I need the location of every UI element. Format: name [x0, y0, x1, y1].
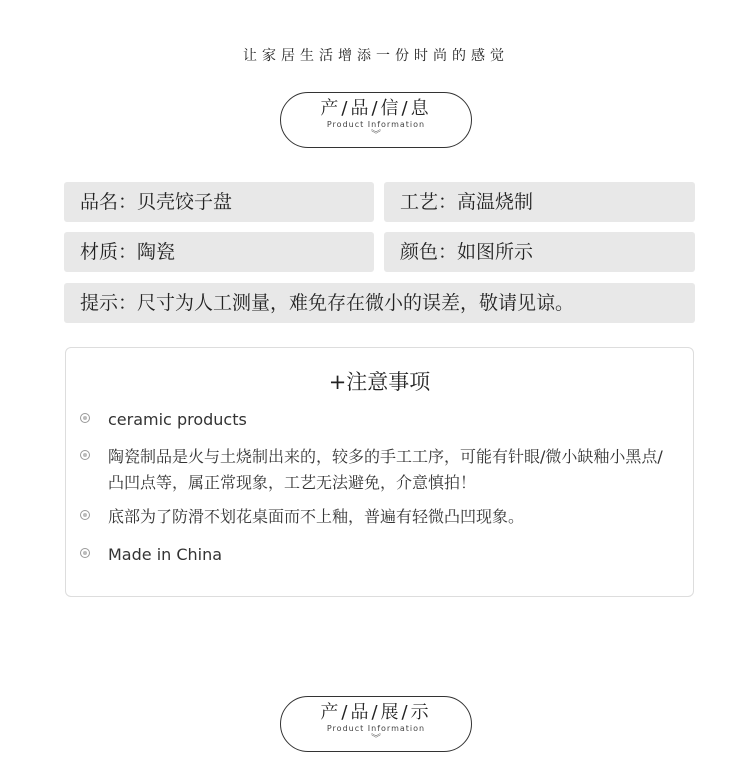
section-subtitle: Product Information: [326, 120, 426, 129]
double-chevron-down-icon: ︾: [371, 130, 381, 141]
field-material: 材质：陶瓷: [64, 232, 374, 272]
section-title: 产/品/展/示: [320, 702, 432, 723]
circle-bullet-icon: [80, 510, 90, 520]
section-badge-product-display: [280, 696, 472, 752]
note-text: Made in China: [108, 545, 223, 564]
circle-bullet-icon: [80, 413, 90, 423]
note-text: 陶瓷制品是火与土烧制出来的，较多的手工工序，可能有针眼/微小缺釉小黑点/凸凹点等，属正常现象，工艺无法避免，介意慎拍！: [108, 447, 663, 492]
tagline: 让家居生活增添一份时尚的感觉: [243, 48, 509, 64]
circle-bullet-icon: [80, 450, 90, 460]
circle-bullet-icon: [80, 548, 90, 558]
note-text: 底部为了防滑不划花桌面而不上釉，普遍有轻微凸凹现象。: [108, 507, 525, 526]
field-tip: 提示：尺寸为人工测量，难免存在微小的误差，敬请见谅。: [64, 283, 695, 323]
field-craft: 工艺：高温烧制: [384, 182, 695, 222]
note-text: ceramic products: [108, 410, 247, 429]
notes-title: +注意事项: [328, 370, 431, 394]
section-title: 产/品/信/息: [320, 98, 432, 119]
section-badge-product-info: [280, 92, 472, 148]
field-color: 颜色：如图所示: [384, 232, 695, 272]
section-subtitle: Product Information: [326, 724, 426, 733]
notes-panel: [65, 347, 694, 597]
field-product-name: 品名：贝壳饺子盘: [64, 182, 374, 222]
double-chevron-down-icon: ︾: [371, 734, 381, 745]
